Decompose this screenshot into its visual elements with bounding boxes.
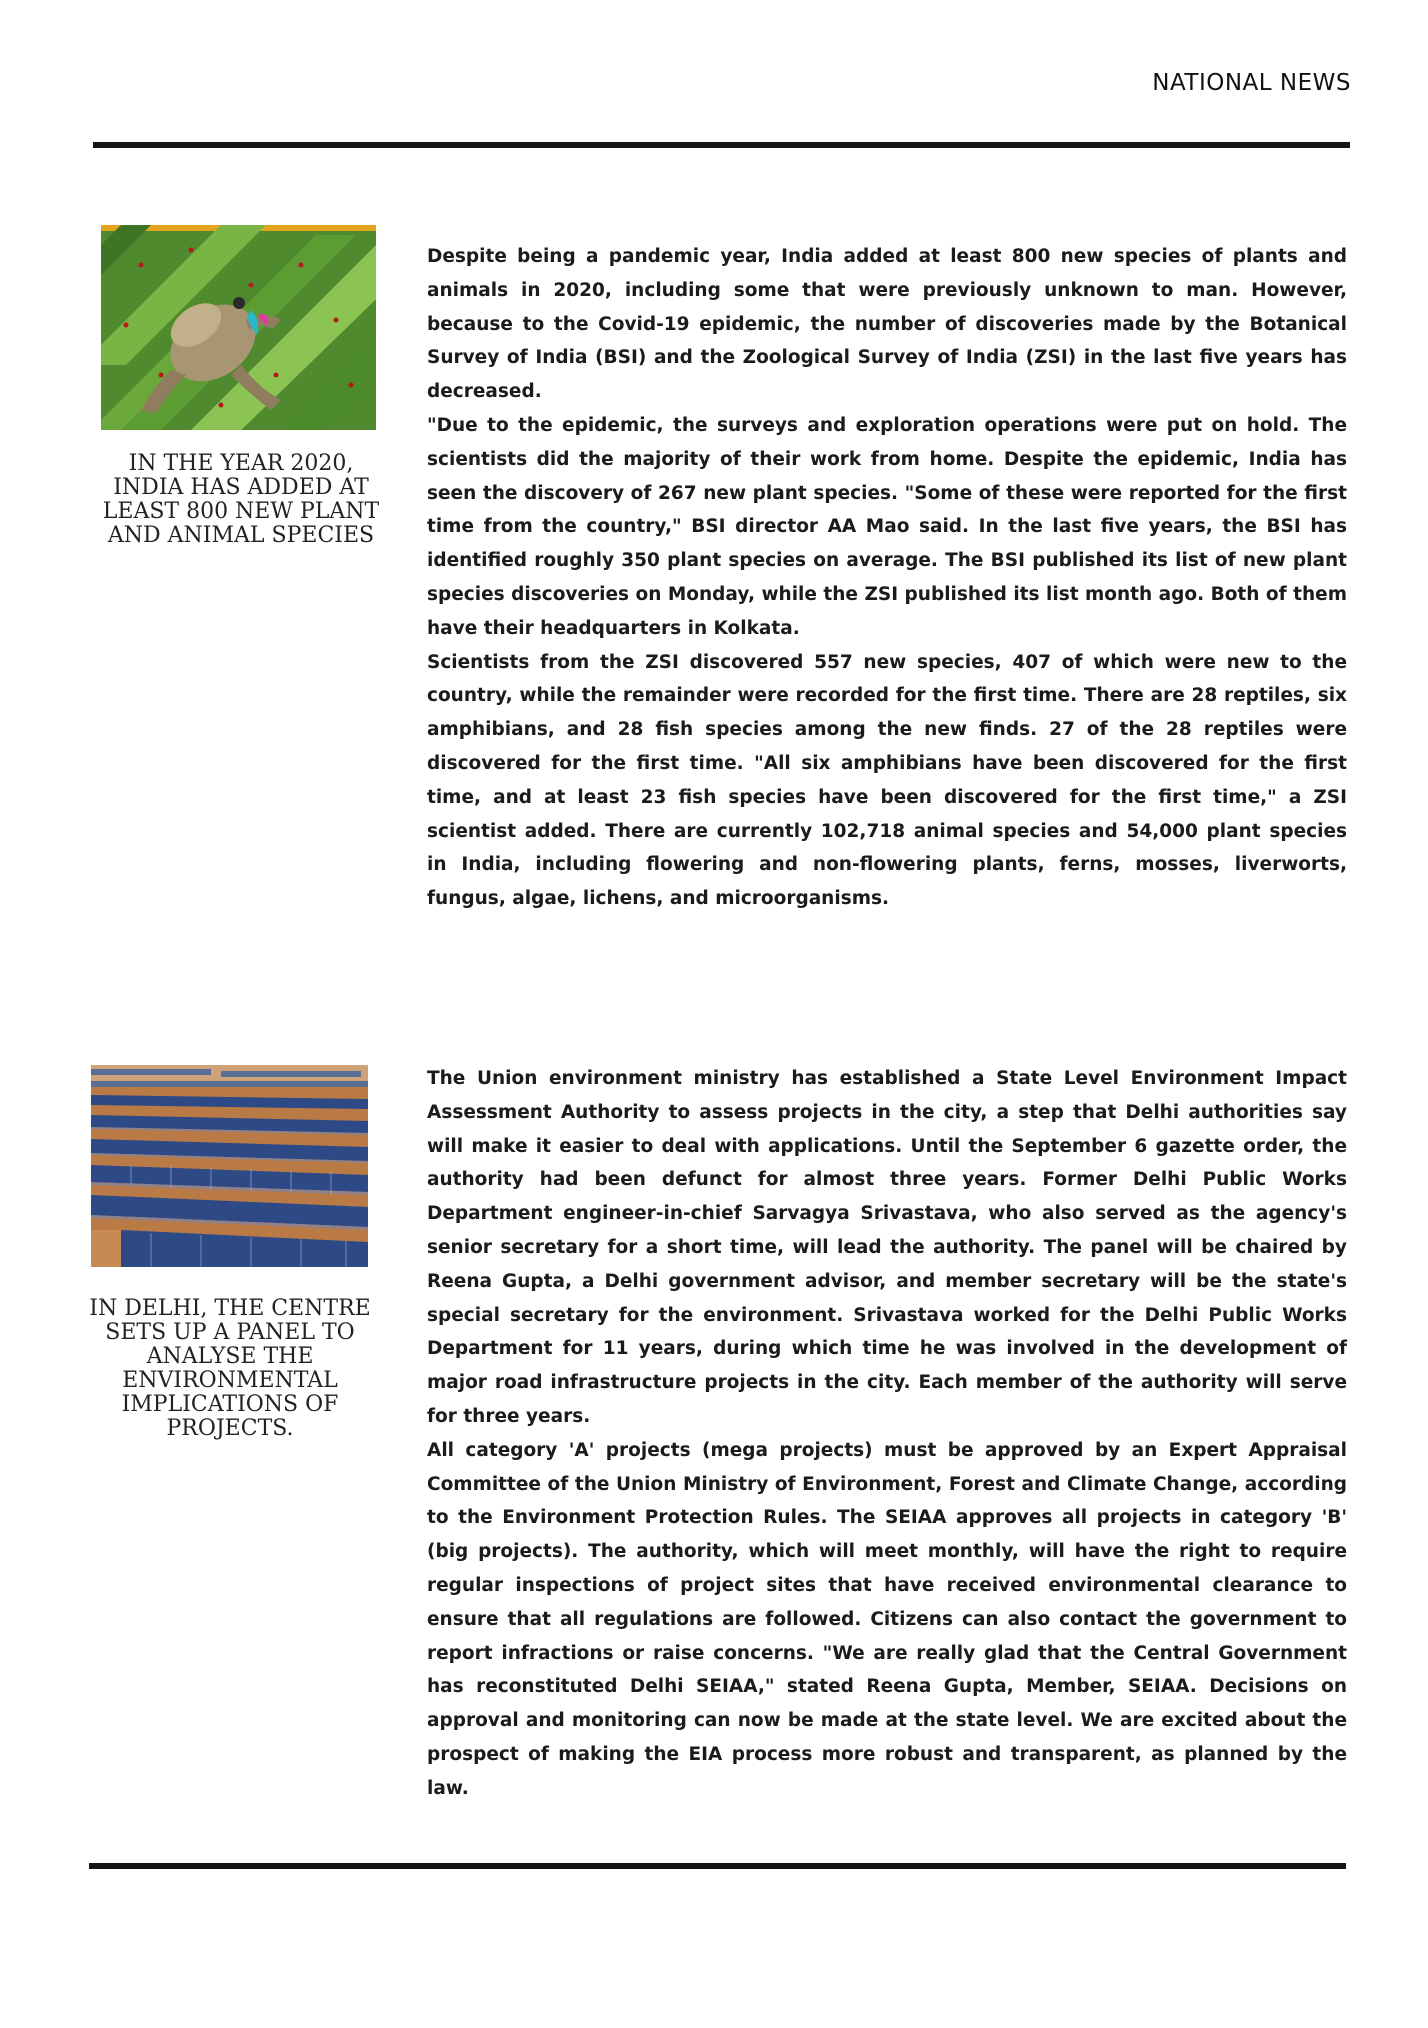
article-2-body — [427, 1062, 1347, 1806]
bottom-divider — [89, 1863, 1346, 1869]
solar-farm-photo — [91, 1065, 368, 1267]
frog-photo — [101, 225, 376, 430]
article-1-body — [427, 240, 1347, 916]
section-label: NATIONAL NEWS — [1152, 70, 1351, 96]
article-2-paragraph: The Union environment ministry has established a State Level Environment Impact Assessment Authority to assess projects in the city, a step that Delhi authorities say will make it easier to deal with applications. Until the September 6 gazette order, the authority had been defunct for almost three years. Former Delhi Public Works Department engineer-in-chief Sarvagya Srivastava, who also served as the agency's senior secretary for a short time, will lead the authority. The panel will be chaired by Reena Gupta, a Delhi government advisor, and member secretary will be the state's special secretary for the environment. Srivastava worked for the Delhi Public Works Department for 11 years, during which time he was involved in the development of major road infrastructure projects in the city. Each member of the authority will serve for three years. — [427, 1068, 1347, 1427]
article-1-paragraph: Scientists from the ZSI discovered 557 new species, 407 of which were new to the country, while the remainder were recorded for the first time. There are 28 reptiles, six amphibians, and 28 fish species among the new finds. 27 of the 28 reptiles were discovered for the first time. "All six amphibians have been discovered for the first time, and at least 23 fish species have been discovered for the first time," a ZSI scientist added. There are currently 102,718 animal species and 54,000 plant species in India, including flowering and non-flowering plants, ferns, mosses, liverworts, fungus, algae, lichens, and microorganisms. — [427, 651, 1347, 910]
top-divider — [93, 142, 1350, 148]
article-1-caption: IN THE YEAR 2020, INDIA HAS ADDED AT LEAST 800 NEW PLANT AND ANIMAL SPECIES — [102, 451, 380, 548]
article-2-paragraph: All category 'A' projects (mega projects) must be approved by an Expert Appraisal Committee of the Union Ministry of Environment, Forest and Climate Change, according to the Environment Protection Rules. The SEIAA approves all projects in category 'B' (big projects). The authority, which will meet monthly, will have the right to require regular inspections of project sites that have received environmental clearance to ensure that all regulations are followed. Citizens can also contact the government to report infractions or raise concerns. "We are really glad that the Central Government has reconstituted Delhi SEIAA," stated Reena Gupta, Member, SEIAA. Decisions on approval and monitoring can now be made at the state level. We are excited about the prospect of making the EIA process more robust and transparent, as planned by the law. — [427, 1439, 1347, 1799]
article-1-paragraph: "Due to the epidemic, the surveys and exploration operations were put on hold. The scientists did the majority of their work from home. Despite the epidemic, India has seen the discovery of 267 new plant species. "Some of these were reported for the first time from the country," BSI director AA Mao said. In the last five years, the BSI has identified roughly 350 plant species on average. The BSI published its list of new plant species discoveries on Monday, while the ZSI published its list month ago. Both of them have their headquarters in Kolkata. — [427, 414, 1347, 639]
article-2-caption: IN DELHI, THE CENTRE SETS UP A PANEL TO ANALYSE THE ENVIRONMENTAL IMPLICATIONS OF PROJECTS. — [89, 1296, 371, 1441]
article-1-paragraph: Despite being a pandemic year, India added at least 800 new species of plants and animals in 2020, including some that were previously unknown to man. However, because to the Covid-19 epidemic, the number of discoveries made by the Botanical Survey of India (BSI) and the Zoological Survey of India (ZSI) in the last five years has decreased. — [427, 246, 1347, 403]
